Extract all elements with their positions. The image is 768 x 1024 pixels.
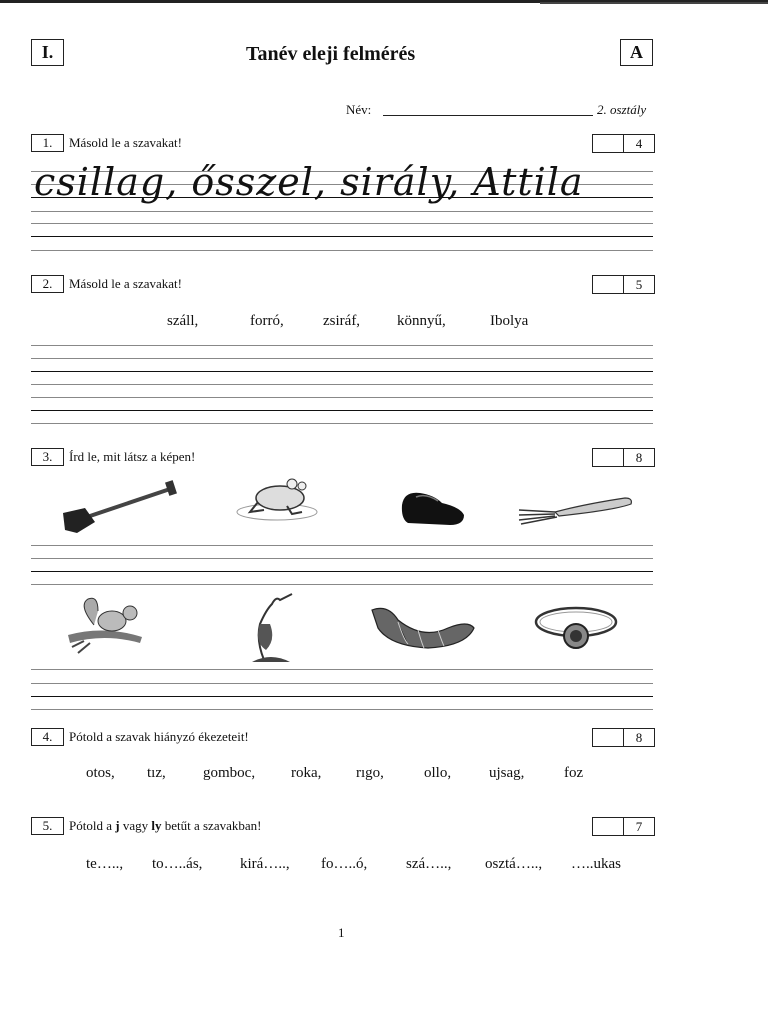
writing-line[interactable] bbox=[31, 384, 653, 385]
writing-line[interactable] bbox=[31, 709, 653, 710]
score-box bbox=[592, 817, 655, 836]
instruction-letter-ly: ly bbox=[151, 818, 162, 833]
word: száll, bbox=[167, 313, 199, 329]
instruction-part: betűt a szavakban! bbox=[161, 818, 262, 833]
frog-picture bbox=[232, 470, 322, 530]
word: tız, bbox=[147, 765, 166, 781]
score-value: 8 bbox=[635, 729, 643, 745]
stork-picture bbox=[246, 590, 296, 665]
score-value: 4 bbox=[635, 135, 643, 151]
writing-baseline[interactable] bbox=[31, 696, 653, 697]
instruction-part: vagy bbox=[119, 818, 152, 833]
score-box bbox=[592, 728, 655, 747]
variant-label: A bbox=[620, 39, 653, 66]
top-border-accent bbox=[540, 2, 768, 4]
word: osztá….., bbox=[485, 856, 543, 872]
writing-line[interactable] bbox=[31, 545, 653, 546]
page-number: 1 bbox=[338, 925, 345, 940]
writing-baseline[interactable] bbox=[31, 410, 653, 411]
shoe-picture bbox=[398, 485, 470, 530]
cursive-sample: csillag, ősszel, sirály, Attila bbox=[34, 160, 584, 204]
word: te….., bbox=[86, 856, 124, 872]
grade-label: 2. osztály bbox=[597, 102, 647, 117]
croissant-picture bbox=[368, 600, 478, 655]
instruction-part: Pótold a bbox=[69, 818, 116, 833]
word: to…..ás, bbox=[152, 856, 203, 872]
word: ujsag, bbox=[489, 765, 525, 781]
score-blank[interactable] bbox=[593, 276, 624, 293]
task-instruction: Másold le a szavakat! bbox=[69, 135, 182, 150]
name-label: Név: bbox=[346, 102, 372, 117]
task-instruction bbox=[69, 818, 261, 834]
squirrel-picture bbox=[64, 595, 148, 657]
word: rıgo, bbox=[356, 765, 384, 781]
word: kirá….., bbox=[240, 856, 290, 872]
writing-line[interactable] bbox=[31, 669, 653, 670]
writing-baseline[interactable] bbox=[31, 371, 653, 372]
word: forró, bbox=[250, 313, 284, 329]
score-value: 8 bbox=[635, 449, 643, 465]
score-value: 5 bbox=[635, 276, 643, 292]
writing-line[interactable] bbox=[31, 223, 653, 224]
word: könnyű, bbox=[397, 313, 446, 329]
shovel-picture bbox=[55, 478, 180, 538]
task-instruction: Írd le, mit látsz a képen! bbox=[69, 449, 196, 464]
writing-line[interactable] bbox=[31, 397, 653, 398]
writing-line[interactable] bbox=[31, 358, 653, 359]
task-number: 1. bbox=[31, 134, 64, 152]
score-box bbox=[592, 134, 655, 153]
task-number: 2. bbox=[31, 275, 64, 293]
score-blank[interactable] bbox=[593, 729, 624, 746]
writing-baseline[interactable] bbox=[31, 236, 653, 237]
score-blank[interactable] bbox=[593, 449, 624, 466]
word: Ibolya bbox=[490, 313, 529, 329]
name-line[interactable] bbox=[383, 115, 593, 116]
word: otos, bbox=[86, 765, 115, 781]
word: foz bbox=[564, 765, 584, 781]
word: ollo, bbox=[424, 765, 452, 781]
writing-line bbox=[31, 211, 653, 212]
writing-line[interactable] bbox=[31, 250, 653, 251]
score-box bbox=[592, 448, 655, 467]
word: roka, bbox=[291, 765, 322, 781]
writing-line[interactable] bbox=[31, 683, 653, 684]
section-label: I. bbox=[31, 39, 64, 66]
score-value: 7 bbox=[635, 818, 643, 834]
word: zsiráf, bbox=[323, 313, 361, 329]
writing-line[interactable] bbox=[31, 558, 653, 559]
writing-line[interactable] bbox=[31, 345, 653, 346]
score-blank[interactable] bbox=[593, 818, 624, 835]
ring-picture bbox=[530, 600, 622, 660]
page-title: Tanév eleji felmérés bbox=[246, 43, 416, 65]
task-number: 3. bbox=[31, 448, 64, 466]
instruction-letter-j: j bbox=[115, 818, 120, 833]
fork-picture bbox=[515, 490, 635, 530]
word: fo…..ó, bbox=[321, 856, 368, 872]
score-box bbox=[592, 275, 655, 294]
task-instruction: Másold le a szavakat! bbox=[69, 276, 182, 291]
word: …..ukas bbox=[571, 856, 621, 872]
writing-line[interactable] bbox=[31, 584, 653, 585]
word: gomboc, bbox=[203, 765, 256, 781]
task-number: 4. bbox=[31, 728, 64, 746]
word: szá….., bbox=[406, 856, 452, 872]
score-blank[interactable] bbox=[593, 135, 624, 152]
task-number: 5. bbox=[31, 817, 64, 835]
writing-line[interactable] bbox=[31, 423, 653, 424]
writing-baseline[interactable] bbox=[31, 571, 653, 572]
task-instruction: Pótold a szavak hiányzó ékezeteit! bbox=[69, 729, 249, 744]
